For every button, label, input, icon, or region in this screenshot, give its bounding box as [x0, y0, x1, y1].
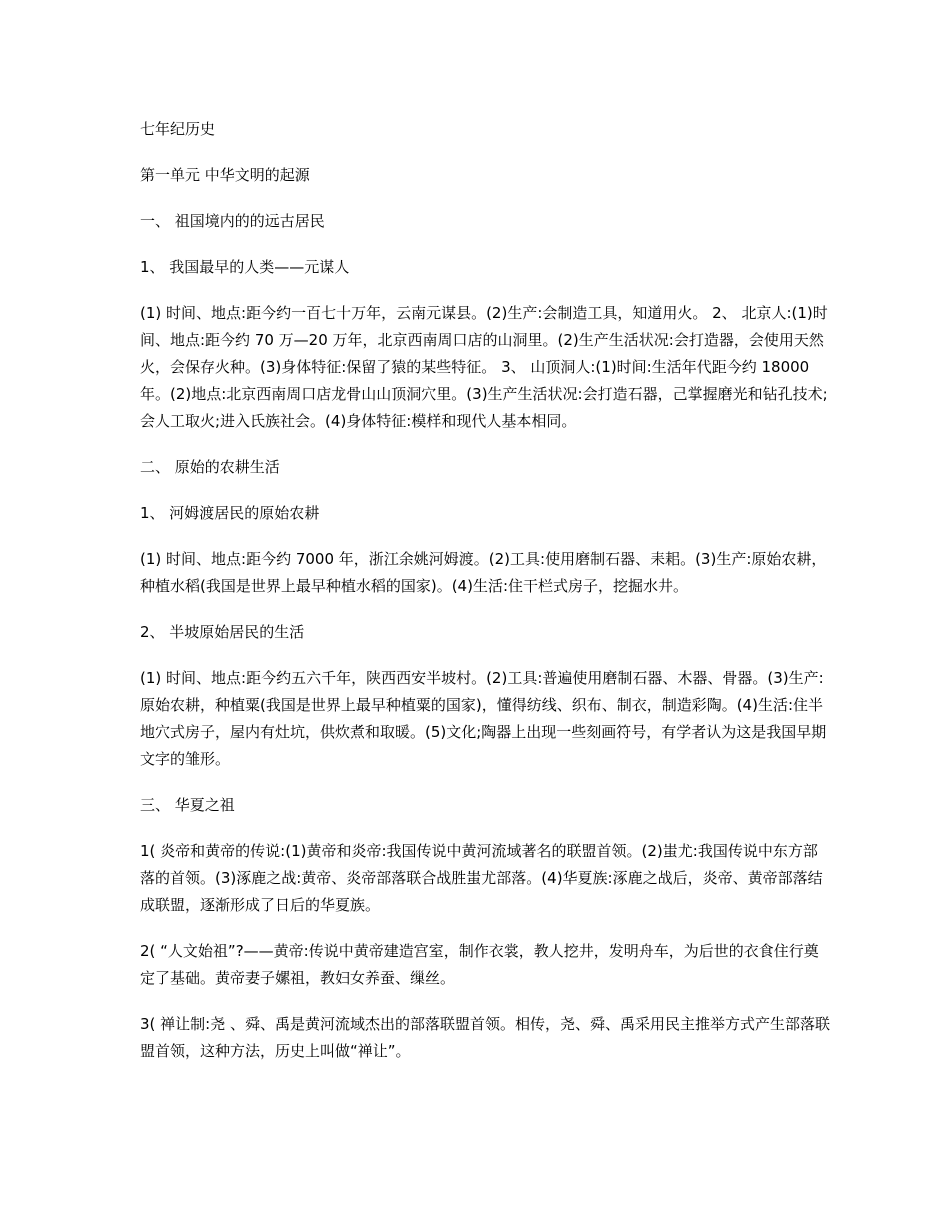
section-2-paragraph-2: (1) 时间、地点:距今约五六千年，陕西西安半坡村。(2)工具:普遍使用磨制石器、木器、骨器。(3)生产:原始农耕，种植粟(我国是世界上最早种植粟的国家)，懂得纺线、织布、制衣，制造彩陶。(4)生活:住半地穴式房子，屋内有灶坑，供炊煮和取暖。(5)文化;陶器上出现一些刻画符号，有学者认为这是我国早期文字的雏形。: [140, 669, 827, 768]
section-1-paragraph: (1) 时间、地点:距今约一百七十万年，云南元谋县。(2)生产:会制造工具，知道用火。 2、 北京人:(1)时间、地点:距今约 70 万—20 万年，北京西南周口店的山洞里。(2)生产生活状况:会打造器，会使用天然火，会保存火种。(3)身体特征:保留了猿的某些特征。 3、 山顶洞人:(1)时间:生活年代距今约 18000 年。(2)地点:北京西南周口店龙骨山山顶洞穴里。(3)生产生活状况:会打造石器，己掌握磨光和钻孔技术;会人工取火;进入氏族社会。(4)身体特征:模样和现代人基本相同。: [140, 304, 828, 430]
section-3-paragraph-2: 2( “人文始祖”?——黄帝:传说中黄帝建造宫室，制作衣裳，教人挖井，发明舟车，为后世的衣食住行奠定了基础。黄帝妻子嫘祖，教妇女养蚕、缫丝。: [140, 942, 819, 987]
section-2-subheading-2: 2、 半坡原始居民的生活: [140, 623, 305, 641]
section-3-paragraph-1: 1( 炎帝和黄帝的传说:(1)黄帝和炎帝:我国传说中黄河流域著名的联盟首领。(2)蚩尤:我国传说中东方部落的首领。(3)涿鹿之战:黄帝、炎帝部落联合战胜蚩尤部落。(4)华夏族:涿鹿之战后，炎帝、黄帝部落结成联盟，逐渐形成了日后的华夏族。: [140, 842, 823, 914]
section-2-paragraph-1: (1) 时间、地点:距今约 7000 年，浙江余姚河姆渡。(2)工具:使用磨制石器、耒耜。(3)生产:原始农耕，种植水稻(我国是世界上最早种植水稻的国家)。(4)生活:住干栏式房子，挖掘水井。: [140, 550, 827, 595]
unit-heading: 第一单元 中华文明的起源: [140, 166, 310, 184]
section-1-subheading-1: 1、 我国最早的人类——元谋人: [140, 258, 350, 276]
section-2-heading: 二、 原始的农耕生活: [140, 458, 280, 476]
section-3-heading: 三、 华夏之祖: [140, 796, 235, 814]
section-1-heading: 一、 祖国境内的的远古居民: [140, 212, 325, 230]
section-2-subheading-1: 1、 河姆渡居民的原始农耕: [140, 504, 320, 522]
section-3-paragraph-3: 3( 禅让制:尧 、舜、禹是黄河流域杰出的部落联盟首领。相传，尧、舜、禹采用民主推举方式产生部落联盟首领，这种方法，历史上叫做“禅让”。: [140, 1015, 830, 1060]
document-page: [140, 116, 830, 1065]
document-title: 七年纪历史: [140, 120, 216, 138]
